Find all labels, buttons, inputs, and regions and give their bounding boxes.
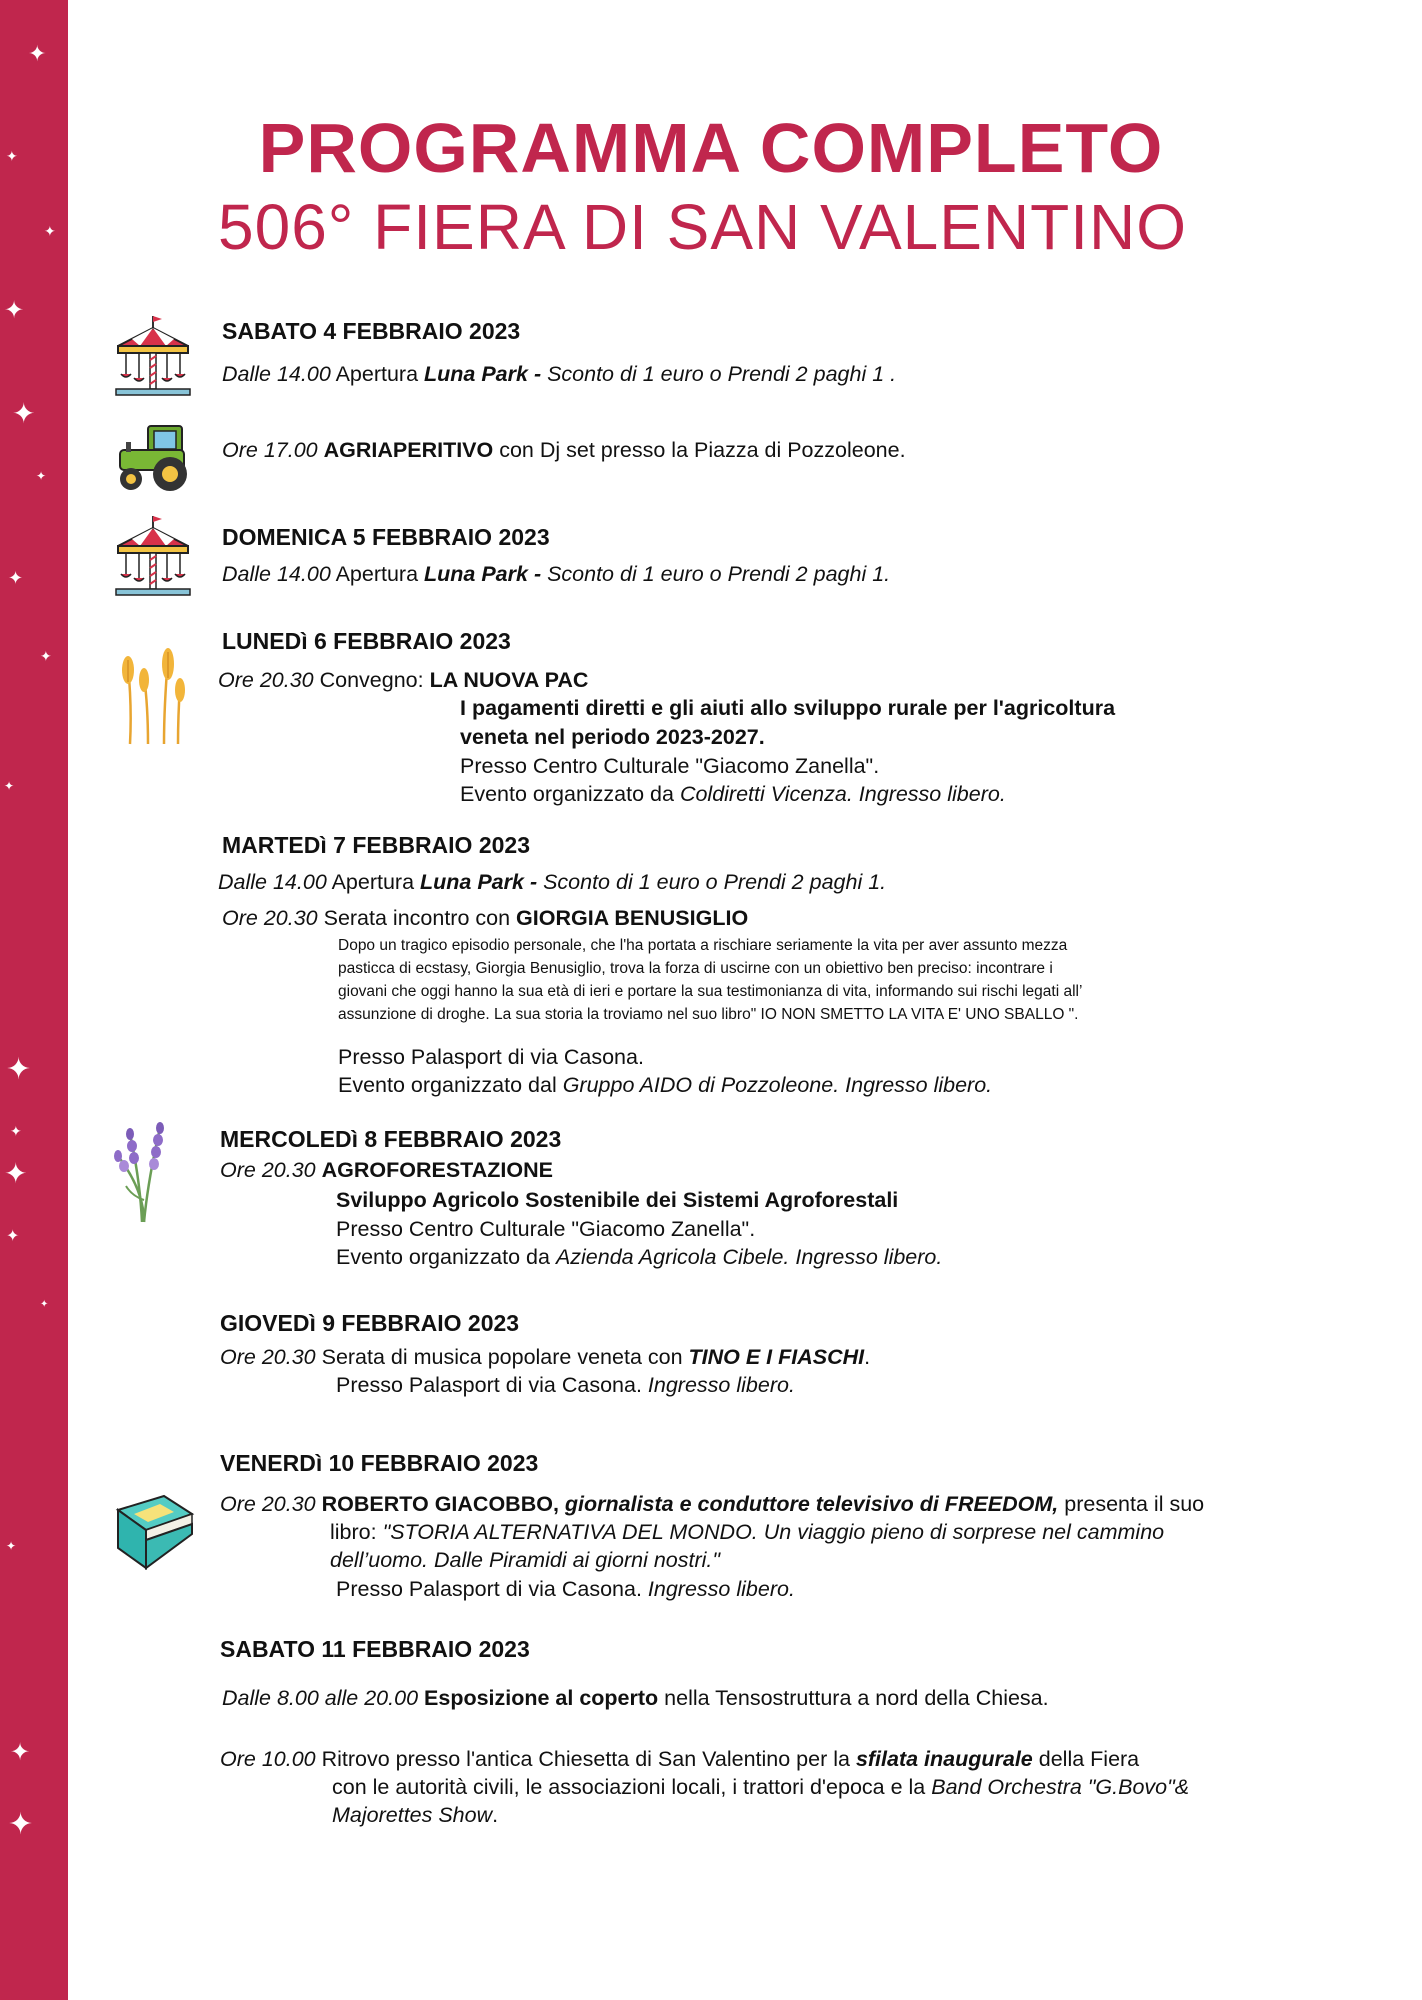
sparkle-icon: ✦ [12,397,36,430]
event-line: dell’uomo. Dalle Piramidi ai giorni nostri." [330,1548,721,1572]
event-line: Ore 20.30 Convegno: LA NUOVA PAC [218,668,589,692]
event-place: Presso Palasport di via Casona. [338,1045,644,1069]
event-line: Majorettes Show. [332,1803,499,1827]
event-line: Ore 20.30 AGROFORESTAZIONE [220,1158,553,1182]
sparkle-icon: ✦ [6,1226,20,1245]
event-organizer: Evento organizzato dal Gruppo AIDO di Pozzoleone. Ingresso libero. [338,1073,993,1097]
event-description: pasticca di ecstasy, Giorgia Benusiglio, trova la forza di uscirne con un obiettivo ben preciso: incontrare i [338,960,1053,977]
event-line: libro: "STORIA ALTERNATIVA DEL MONDO. Un viaggio pieno di sorprese nel cammino [330,1520,1165,1544]
event-subtitle: veneta nel periodo 2023-2027. [460,725,765,749]
page-subtitle: 506° FIERA DI SAN VALENTINO [218,191,1188,263]
sparkle-icon: ✦ [8,568,24,589]
sparkle-icon: ✦ [6,1539,17,1553]
sparkle-icon: ✦ [36,469,47,483]
event-subtitle: Sviluppo Agricolo Sostenibile dei Sistemi Agroforestali [336,1188,899,1212]
sidebar-band [0,0,68,2000]
sparkle-icon: ✦ [28,42,47,67]
event-description: Dopo un tragico episodio personale, che l'ha portata a rischiare seriamente la vita per aver assunto mezza [338,937,1068,954]
sparkle-icon: ✦ [6,149,18,165]
event-line: Dalle 14.00 Apertura Luna Park - Sconto di 1 euro o Prendi 2 paghi 1. [218,870,887,894]
event-organizer: Evento organizzato da Azienda Agricola Cibele. Ingresso libero. [336,1245,943,1269]
sparkle-icon: ✦ [8,1807,34,1842]
day-header-sab4: SABATO 4 FEBBRAIO 2023 [222,318,521,344]
event-line: Dalle 14.00 Apertura Luna Park - Sconto di 1 euro o Prendi 2 paghi 1. [222,562,891,586]
event-place: Presso Palasport di via Casona. Ingresso libero. [336,1373,795,1397]
event-line: Ore 20.30 Serata incontro con GIORGIA BENUSIGLIO [222,906,749,930]
event-organizer: Evento organizzato da Coldiretti Vicenza. Ingresso libero. [460,782,1006,806]
carousel-icon [112,512,194,600]
event-place: Presso Palasport di via Casona. Ingresso libero. [336,1577,795,1601]
sparkle-icon: ✦ [10,1738,31,1766]
page-title: PROGRAMMA COMPLETO [258,109,1164,187]
sparkle-icon: ✦ [6,1052,32,1087]
day-header-gio9: GIOVEDì 9 FEBBRAIO 2023 [220,1310,520,1336]
day-header-mer8: MERCOLEDì 8 FEBBRAIO 2023 [220,1126,562,1152]
sparkle-icon: ✦ [40,1299,49,1310]
event-description: assunzione di droghe. La sua storia la troviamo nel suo libro" IO NON SMETTO LA VITA E' UNO SBALLO ". [338,1006,1079,1023]
event-place: Presso Centro Culturale "Giacomo Zanella". [460,754,880,778]
event-description: giovani che oggi hanno la sua età di ieri e portare la sua testimonianza di vita, informando sui rischi legati all’ [338,983,1083,1000]
tractor-icon [112,420,200,496]
sparkle-icon: ✦ [44,224,56,240]
event-place: Presso Centro Culturale "Giacomo Zanella". [336,1217,756,1241]
wheat-icon [118,646,190,746]
day-header-sab11: SABATO 11 FEBBRAIO 2023 [220,1636,530,1662]
day-header-mar7: MARTEDì 7 FEBBRAIO 2023 [222,832,531,858]
day-header-lun6: LUNEDì 6 FEBBRAIO 2023 [222,628,511,654]
sparkle-icon: ✦ [40,649,52,665]
day-header-ven10: VENERDì 10 FEBBRAIO 2023 [220,1450,539,1476]
event-line: Dalle 14.00 Apertura Luna Park - Sconto di 1 euro o Prendi 2 paghi 1 . [222,362,897,386]
event-line: con le autorità civili, le associazioni locali, i trattori d'epoca e la Band Orchestra "G.Bovo"& [332,1775,1190,1799]
event-line: Dalle 8.00 alle 20.00 Esposizione al coperto nella Tensostruttura a nord della Chiesa. [222,1686,1049,1710]
event-subtitle: I pagamenti diretti e gli aiuti allo sviluppo rurale per l'agricoltura [460,696,1116,720]
event-line: Ore 20.30 ROBERTO GIACOBBO, giornalista e conduttore televisivo di FREEDOM, presenta il suo [220,1492,1205,1516]
sparkle-icon: ✦ [4,1157,28,1190]
day-header-dom5: DOMENICA 5 FEBBRAIO 2023 [222,524,550,550]
sparkle-icon: ✦ [4,779,15,793]
carousel-icon [112,312,194,400]
book-icon [104,1490,196,1572]
sparkle-icon: ✦ [4,296,25,324]
event-line: Ore 17.00 AGRIAPERITIVO con Dj set presso la Piazza di Pozzoleone. [222,438,906,462]
lavender-icon [104,1120,184,1224]
event-line: Ore 20.30 Serata di musica popolare veneta con TINO E I FIASCHI. [220,1345,871,1369]
event-line: Ore 10.00 Ritrovo presso l'antica Chiesetta di San Valentino per la sfilata inaugurale della Fiera [220,1747,1140,1771]
sparkle-icon: ✦ [10,1124,22,1140]
